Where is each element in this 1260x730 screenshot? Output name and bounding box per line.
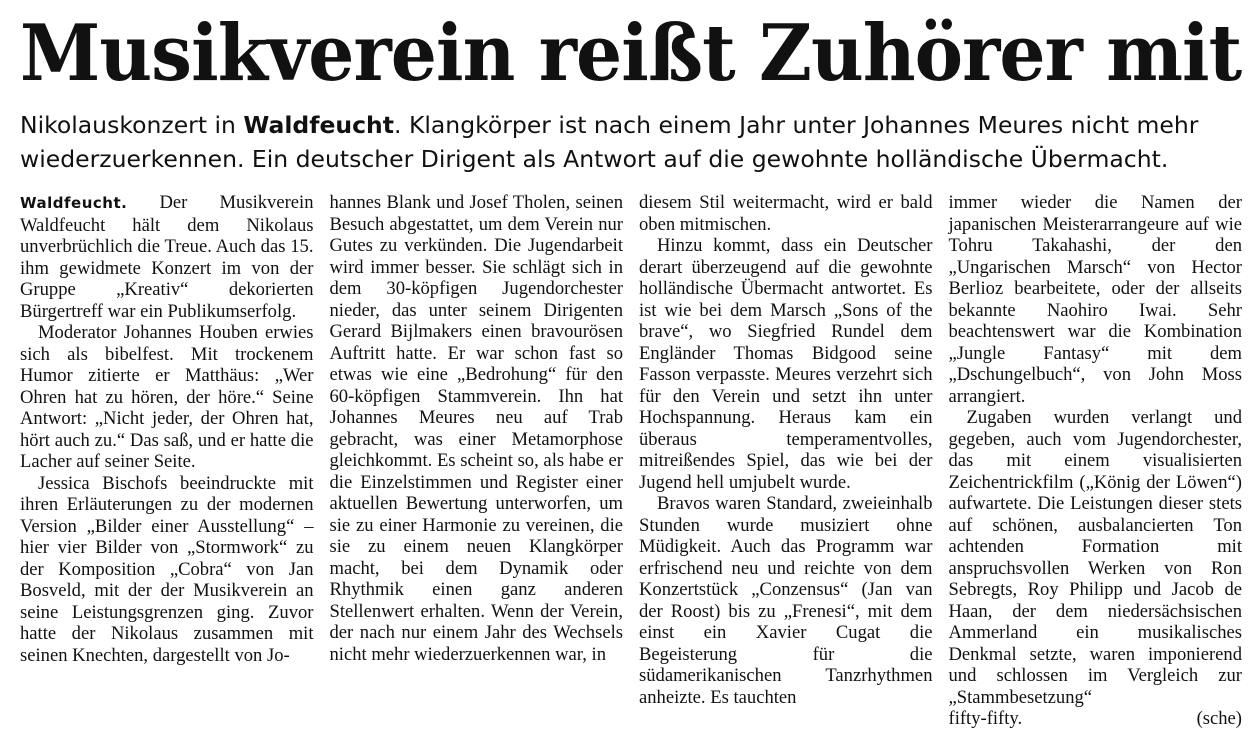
paragraph: Zugaben wurden verlangt und gegeben, auch vom Jugendorchester, das mit einem visualisierten Zeichentrickfilm („König der Löwen“) aufwartete. Die Leistungen dieser stets auf schönen, ausbalancierten Ton achtenden Formation mit anspruchsvollen Werken von Ron Sebregts, Roy Philipp und Jacob de Haan, der dem niedersächsischen Ammerland ein musikalisches Denkmal setzte, waren imponierend und schlossen im Vergleich zur „Stammbesetzung“	[948, 407, 1242, 708]
closing-line	[949, 708, 1243, 730]
author-signature: (sche)	[1196, 708, 1242, 729]
paragraph: Hinzu kommt, dass ein Deutscher derart überzeugend auf die gewohnte holländische Übermacht antwortet. Es ist wie bei dem Marsch „Sons of the brave“, wo Siegfried Rundel dem Engländer Thomas Bidgood seine Fasson verpasste. Meures verzehrt sich für den Verein und setzt ihn unter Hochspannung. Heraus kam ein überaus temperamentvolles, mitreißendes Spiel, das wie bei der Jugend hell umjubelt wurde.	[639, 235, 933, 493]
subhead-place: Waldfeucht	[243, 111, 395, 139]
paragraph	[20, 192, 314, 322]
paragraph: Moderator Johannes Houben erwies sich als bibelfest. Mit trockenem Humor zitierte er Matthäus: „Wer Ohren hat zu hören, der höre.“ Seine Antwort: „Nicht jeder, der Ohren hat, hört auch zu.“ Das saß, und er hatte die Lacher auf seiner Seite.	[20, 322, 314, 472]
closing-text: fifty-fifty.	[948, 708, 1023, 729]
article-body	[20, 192, 1242, 729]
paragraph: immer wieder die Namen der japanischen Meisterarrangeure auf wie Tohru Takahashi, der den „Ungarischen Marsch“ von Hector Berlioz bearbeitete, oder der allseits bekannte Naohiro Iwai. Sehr beachtenswert war die Kombination „Jungle Fantasy“ mit dem „Dschungelbuch“, von John Moss arrangiert.	[948, 192, 1242, 407]
paragraph: hannes Blank und Josef Tholen, seinen Besuch abgestattet, um dem Verein nur Gutes zu verkünden. Die Jugendarbeit wird immer besser. Sie schlägt sich in dem 30-köpfigen Jugendorchester nieder, das unter seinem Dirigenten Gerard Bijlmakers einen bravourösen Auftritt hatte. Er war schon fast so etwas wie eine „Bedrohung“ für den 60-köpfigen Stammverein. Ihn hat Johannes Meures neu auf Trab gebracht, was einer Metamorphose gleichkommt. Es scheint so, als habe er die Einzelstimmen und Register einer aktuellen Bewertung unterworfen, um sie zu einer Harmonie zu vereinen, die sie zu einem neuen Klangkörper macht, bei dem Dynamik oder Rhythmik einen ganz anderen Stellenwert erhalten. Wenn der Verein, der nach nur einem Jahr des Wechsels nicht mehr wiederzuerkennen war, in	[329, 192, 623, 665]
dateline: Waldfeucht.	[20, 194, 128, 212]
column-3	[639, 192, 933, 707]
paragraph: diesem Stil weitermacht, wird er bald oben mitmischen.	[639, 192, 933, 235]
column-1	[20, 192, 314, 707]
subhead-text-2: . Klangkörper ist nach einem Jahr unter Johannes Meures nicht mehr wiederzuerkennen. Ein deutscher Dirigent als Antwort auf die gewohnte holländische Übermacht.	[20, 111, 1199, 173]
paragraph: Jessica Bischofs beeindruckte mit ihren Erläuterungen zu der modernen Version „Bilder einer Ausstellung“ – hier vier Bilder von „Stormwork“ zu der Komposition „Cobra“ von Jan Bosveld, mit der der Musikverein an seine Leistungsgrenzen ging. Zuvor hatte der Nikolaus zusammen mit seinen Knechten, dargestellt von Jo-	[20, 472, 314, 666]
column-4	[948, 192, 1243, 729]
paragraph-text: Der Musikverein Waldfeucht hält dem Nikolaus unverbrüchlich die Treue. Auch das 15. ihm gewidmete Konzert im von der Gruppe „Kreativ“ dekorierten Bürgertreff war ein Publikumserfolg.	[20, 192, 314, 322]
subhead-text-1: Nikolauskonzert in	[20, 111, 244, 139]
column-2	[330, 192, 624, 707]
subheadline	[20, 108, 1242, 176]
headline: Musikverein reißt Zuhörer mit	[20, 8, 1242, 99]
paragraph: Bravos waren Standard, zweieinhalb Stunden wurde musiziert ohne Müdigkeit. Auch das Programm war erfrischend neu und reichte von dem Konzertstück „Conzensus“ (Jan van der Roost) bis zu „Frenesi“, mit dem einst ein Xavier Cugat die Begeisterung für die südamerikanischen Tanzrhythmen anheizte. Es tauchten	[639, 493, 933, 708]
